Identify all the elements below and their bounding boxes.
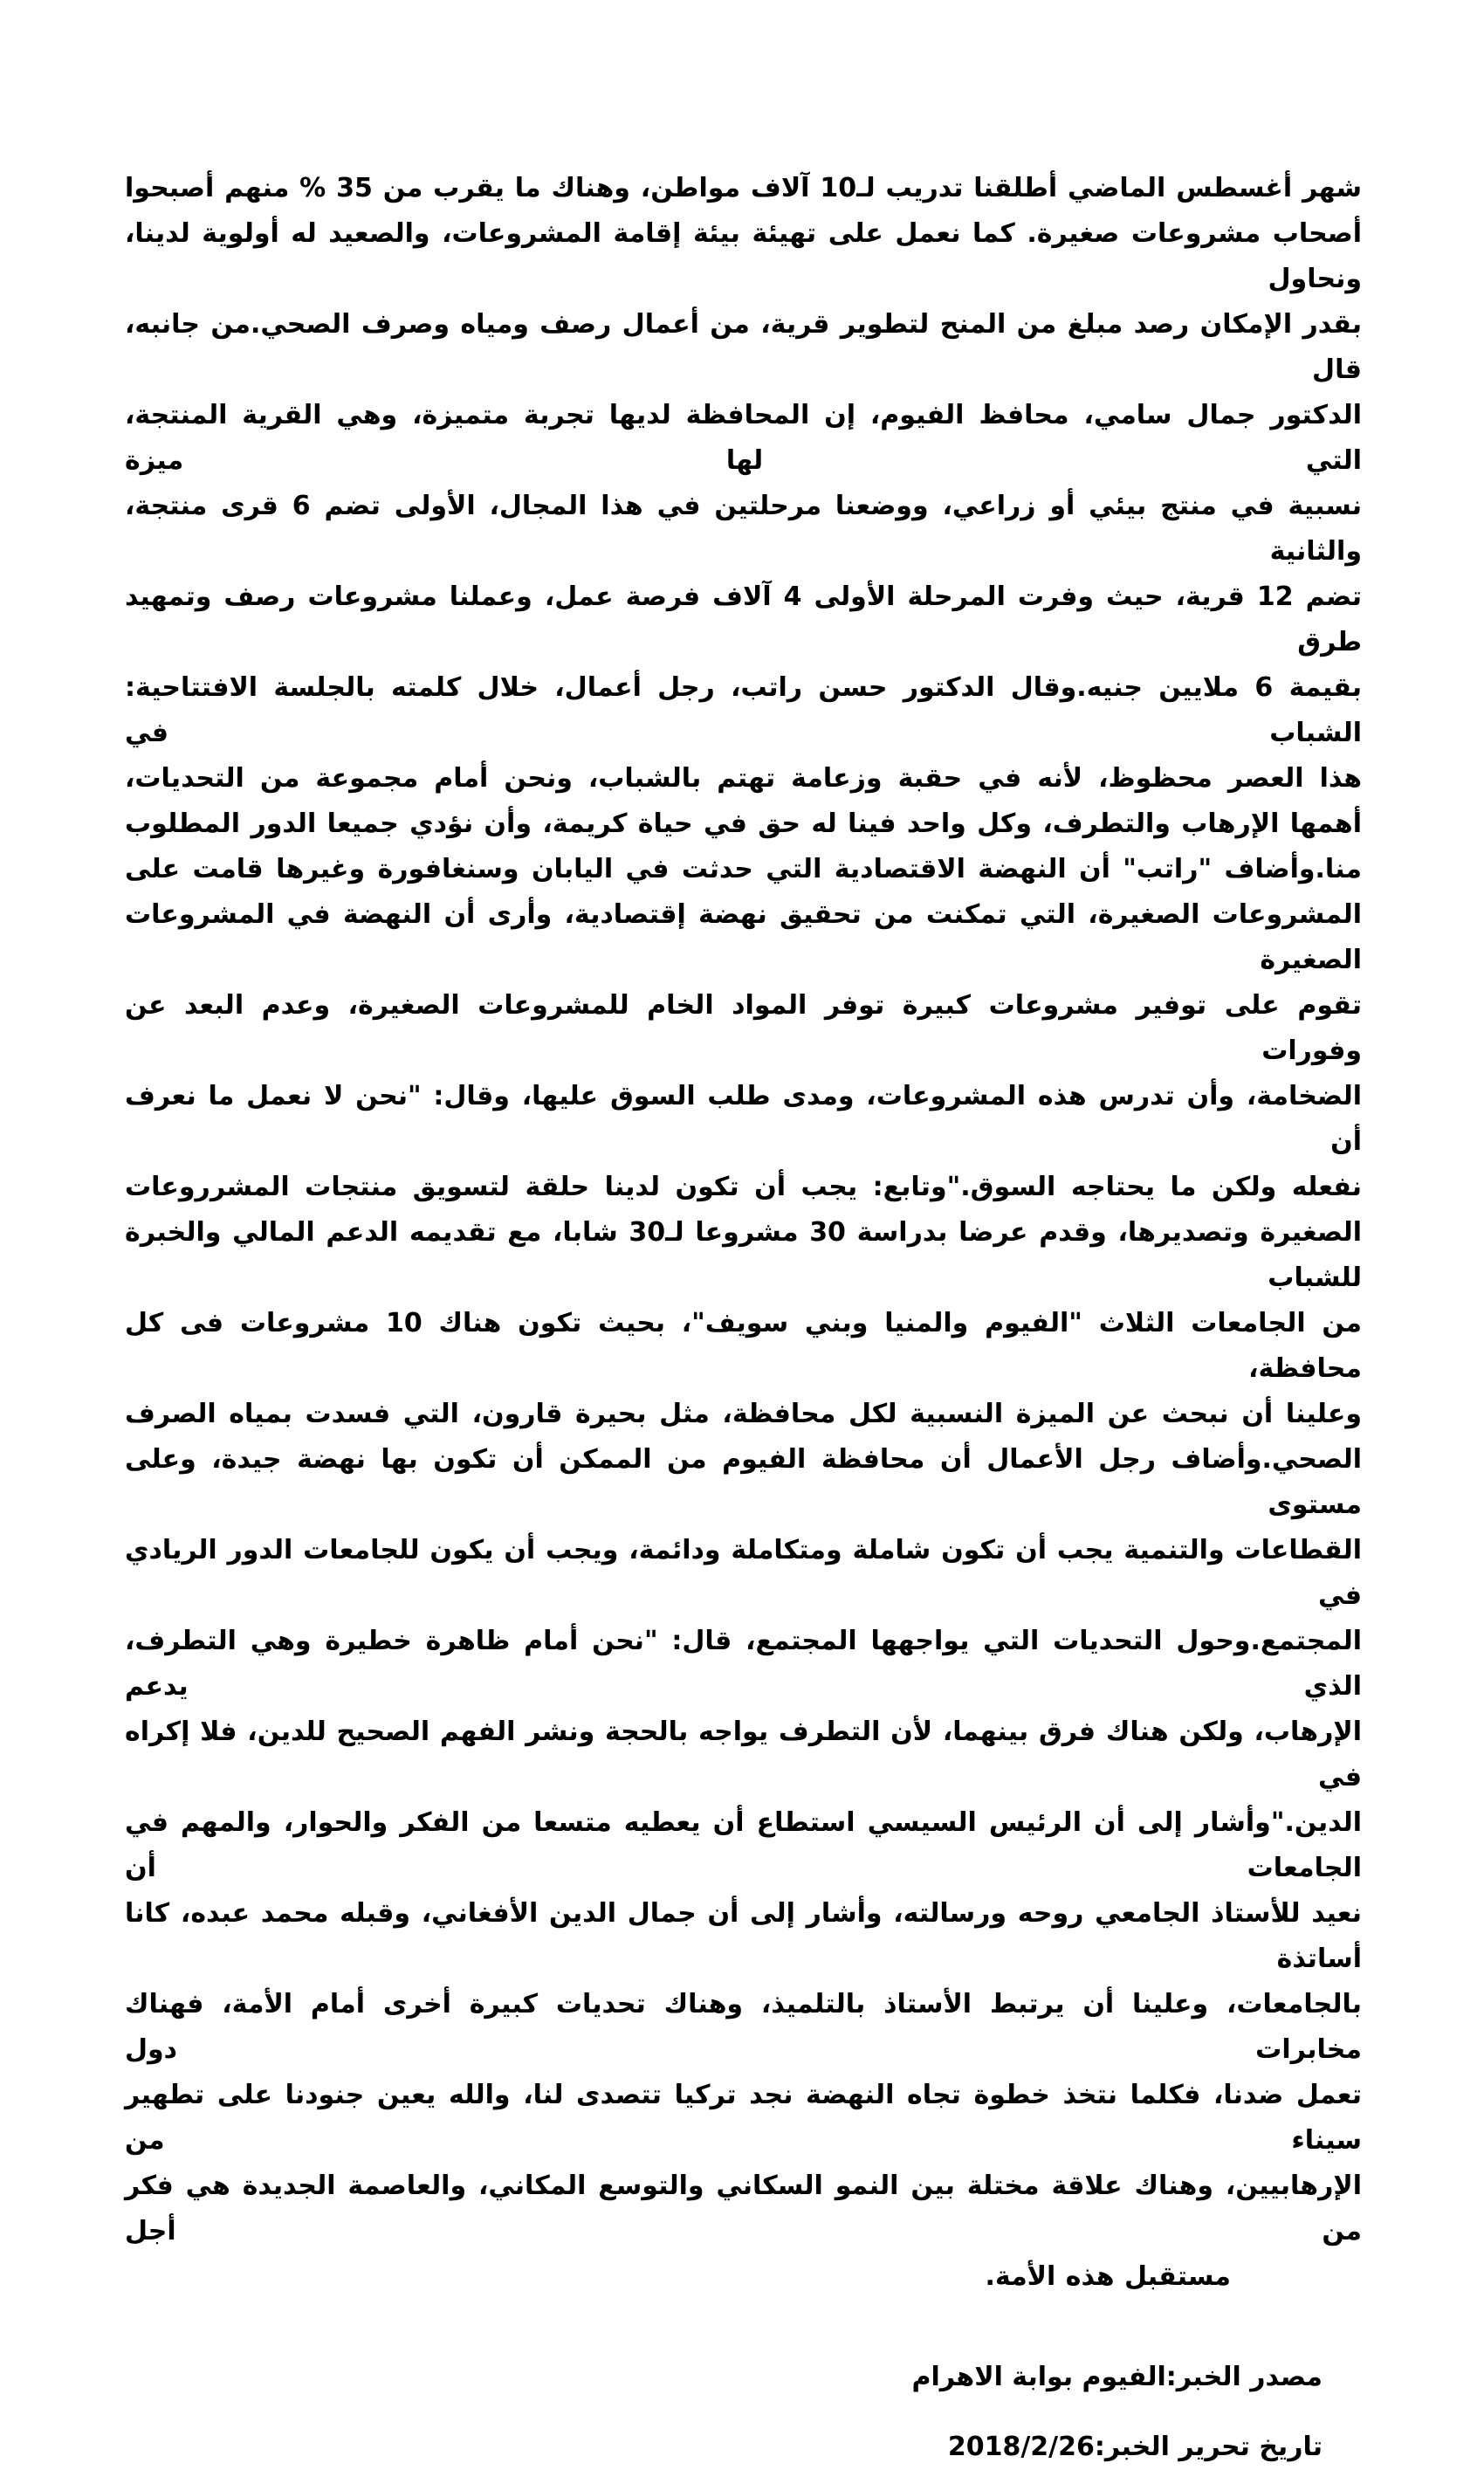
article-line: تقوم على توفير مشروعات كبيرة توفر المواد الخام للمشروعات الصغيرة، وعدم البعد عن وفورات (125, 990, 1362, 1066)
article-footer (125, 2355, 1362, 2470)
article-line: تضم 12 قرية، حيث وفرت المرحلة الأولى 4 آلاف فرصة عمل، وعملنا مشروعات رصف وتمهيد طرق (125, 581, 1362, 657)
article-line: هذا العصر محظوظ، لأنه في حقبة وزعامة تهتم بالشباب، ونحن أمام مجموعة من التحديات، (125, 763, 1362, 794)
news-source-line: مصدر الخبر:الفيوم بوابة الاهرام (911, 2362, 1323, 2392)
article-line: أصحاب مشروعات صغيرة. كما نعمل على تهيئة بيئة إقامة المشروعات، والصعيد له أولوية لدينا، ونحاول (125, 218, 1362, 294)
article-line: القطاعات والتنمية يجب أن تكون شاملة ومتكاملة ودائمة، ويجب أن يكون للجامعات الدور الريادي في (125, 1535, 1362, 1611)
article-line: الدكتور جمال سامي، محافظ الفيوم، إن المحافظة لديها تجربة متميزة، وهي القرية المنتجة، التي لها ميزة (125, 400, 1362, 476)
article-line: الإرهابيين، وهناك علاقة مختلة بين النمو السكاني والتوسع المكاني، والعاصمة الجديدة هي فكر من أجل (125, 2171, 1362, 2246)
article-body (125, 166, 1362, 2300)
article-line: المجتمع.وحول التحديات التي يواجهها المجتمع، قال: "نحن أمام ظاهرة خطيرة وهي التطرف، الذي يدعم (125, 1626, 1362, 1702)
article-line: بقدر الإمكان رصد مبلغ من المنح لتطوير قرية، من أعمال رصف ومياه وصرف الصحي.من جانبه، قال (125, 309, 1362, 385)
article-line: وعلينا أن نبحث عن الميزة النسبية لكل محافظة، مثل بحيرة قارون، التي فسدت بمياه الصرف (125, 1399, 1362, 1429)
article-line: المشروعات الصغيرة، التي تمكنت من تحقيق نهضة إقتصادية، وأرى أن النهضة في المشروعات الصغيرة (125, 899, 1362, 975)
article-line: نعيد للأستاذ الجامعي روحه ورسالته، وأشار إلى أن جمال الدين الأفغاني، وقبله محمد عبده، كانا أساتذة (125, 1898, 1362, 1974)
article-line: الإرهاب، ولكن هناك فرق بينهما، لأن التطرف يواجه بالحجة ونشر الفهم الصحيح للدين، فلا إكراه في (125, 1717, 1362, 1792)
article-line: بقيمة 6 ملايين جنيه.وقال الدكتور حسن راتب، رجل أعمال، خلال كلمته بالجلسة الافتتاحية: الشباب في (125, 672, 1362, 748)
article-line: من الجامعات الثلاث "الفيوم والمنيا وبني سويف"، بحيث تكون هناك 10 مشروعات فى كل محافظة، (125, 1308, 1362, 1384)
article-line: الضخامة، وأن تدرس هذه المشروعات، ومدى طلب السوق عليها، وقال: "نحن لا نعمل ما نعرف أن (125, 1081, 1362, 1157)
article-line: شهر أغسطس الماضي أطلقنا تدريب لـ10 آلاف مواطن، وهناك ما يقرب من 35 % منهم أصبحوا (125, 173, 1362, 203)
news-date-line: تاريخ تحرير الخبر:2018/2/26 (947, 2432, 1323, 2462)
article-line: أهمها الإرهاب والتطرف، وكل واحد فينا له حق في حياة كريمة، وأن نؤدي جميعا الدور المطلوب (125, 808, 1362, 839)
article-line: الصحي.وأضاف رجل الأعمال أن محافظة الفيوم من الممكن أن تكون بها نهضة جيدة، وعلى مستوى (125, 1444, 1362, 1520)
article-line: منا.وأضاف "راتب" أن النهضة الاقتصادية التي حدثت في اليابان وسنغافورة وغيرها قامت على (125, 854, 1362, 884)
article-line: الدين."وأشار إلى أن الرئيس السيسي استطاع أن يعطيه متسعا من الفكر والحوار، والمهم في الجامعات أن (125, 1807, 1362, 1883)
article-line: نفعله ولكن ما يحتاجه السوق."وتابع: يجب أن تكون لدينا حلقة لتسويق منتجات المشرروعات (125, 1172, 1362, 1202)
article-line: بالجامعات، وعلينا أن يرتبط الأستاذ بالتلميذ، وهناك تحديات كبيرة أخرى أمام الأمة، فهناك مخابرات دول (125, 1989, 1362, 2065)
article-line: نسبية في منتج بيئي أو زراعي، ووضعنا مرحلتين في هذا المجال، الأولى تضم 6 قرى منتجة، والثانية (125, 491, 1363, 567)
article-line: تعمل ضدنا، فكلما نتخذ خطوة تجاه النهضة نجد تركيا تتصدى لنا، والله يعين جنودنا على تطهير سيناء من (125, 2080, 1362, 2156)
article-line: الصغيرة وتصديرها، وقدم عرضا بدراسة 30 مشروعا لـ30 شابا، مع تقديمه الدعم المالي والخبرة للشباب (125, 1217, 1362, 1293)
article-line: مستقبل هذه الأمة. (985, 2261, 1231, 2292)
